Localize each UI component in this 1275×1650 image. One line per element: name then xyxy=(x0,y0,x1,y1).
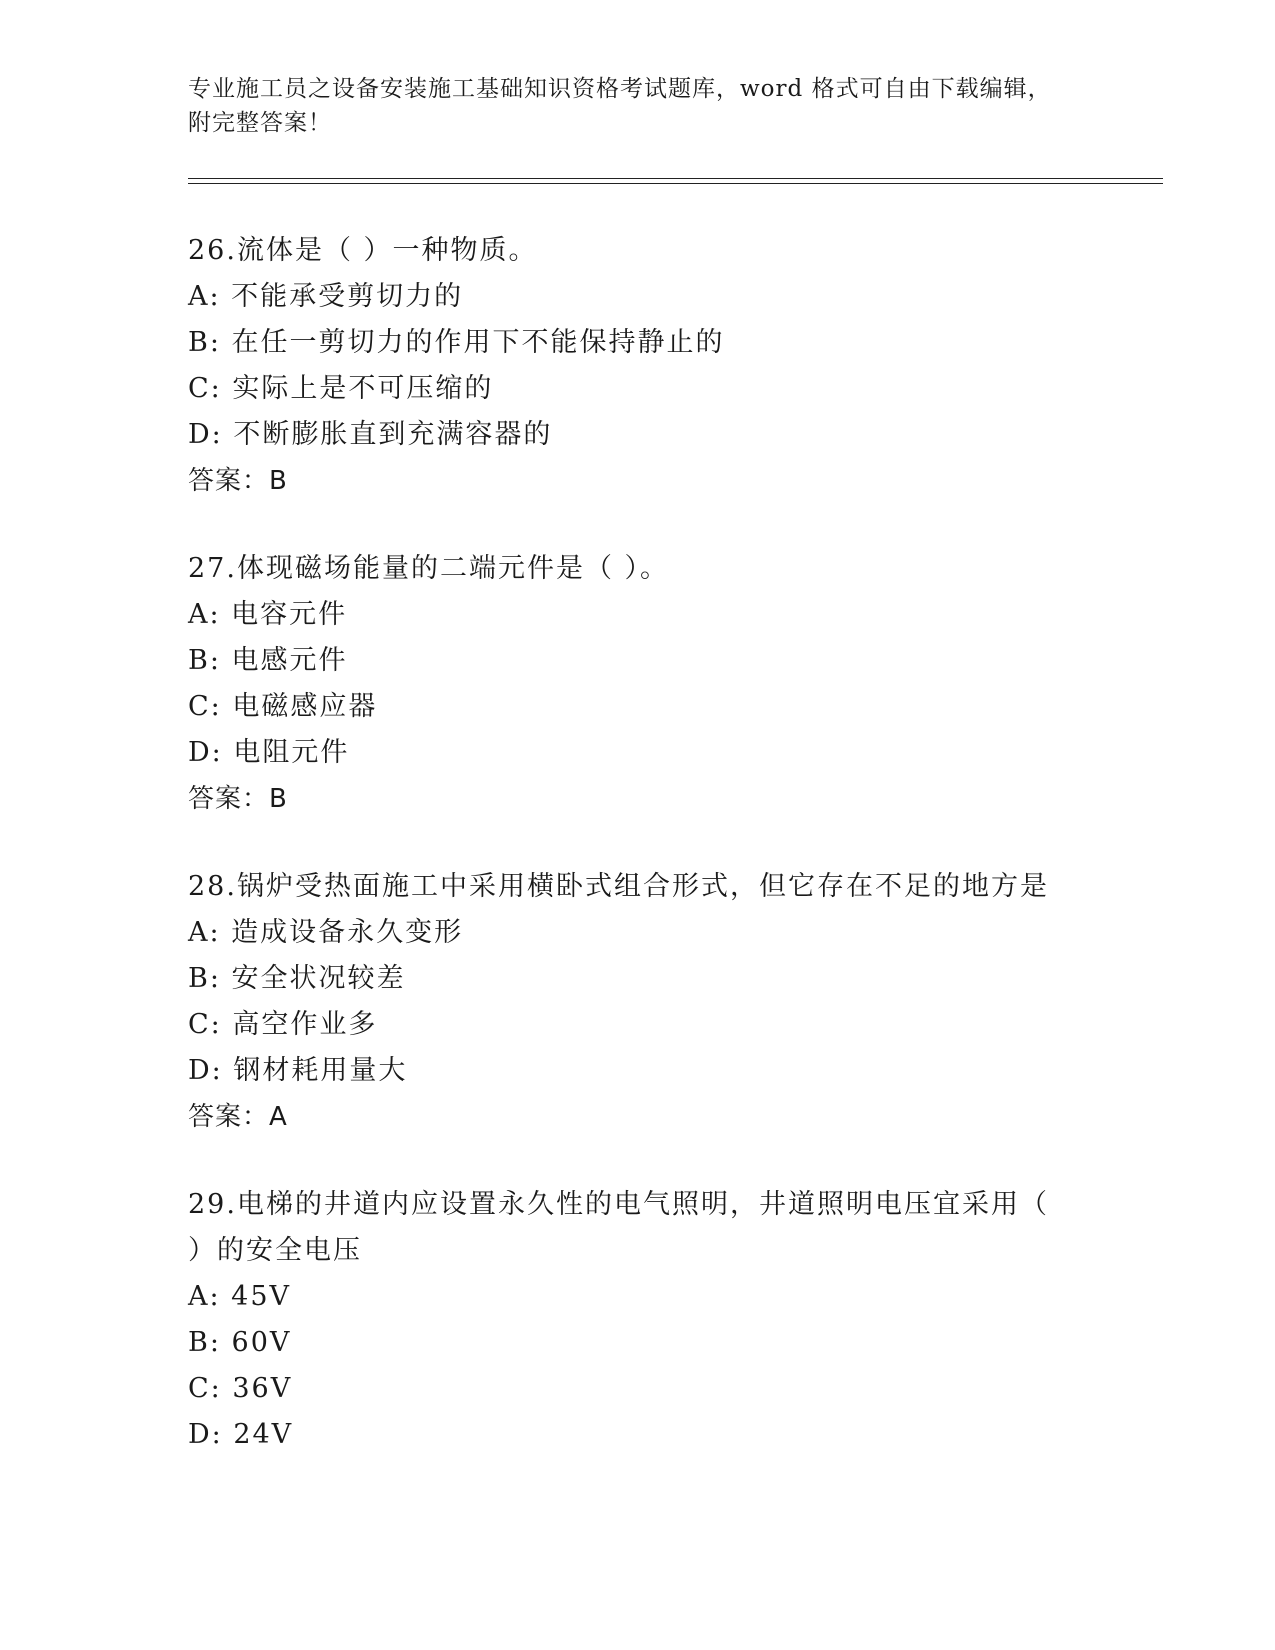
option-d: D: 不断膨胀直到充满容器的 xyxy=(188,419,553,450)
question-28 xyxy=(188,864,1108,1140)
question-stem-line-2: ）的安全电压 xyxy=(188,1235,362,1266)
option-a: A: 造成设备永久变形 xyxy=(188,917,464,948)
option-c: C: 高空作业多 xyxy=(188,1009,378,1040)
option-d: D: 钢材耗用量大 xyxy=(188,1055,408,1086)
option-a: A: 电容元件 xyxy=(188,599,348,630)
question-27 xyxy=(188,546,1108,822)
header-line-2: 附完整答案！ xyxy=(188,110,332,136)
question-stem: 26.流体是（ ）一种物质。 xyxy=(188,235,538,266)
question-stem: 27.体现磁场能量的二端元件是（ ）。 xyxy=(188,553,670,584)
option-c: C: 电磁感应器 xyxy=(188,691,378,722)
option-b: B: 在任一剪切力的作用下不能保持静止的 xyxy=(188,327,725,358)
option-b: B: 60V xyxy=(188,1327,292,1358)
question-stem-line-1: 29.电梯的井道内应设置永久性的电气照明，井道照明电压宜采用（ xyxy=(188,1189,1049,1220)
option-d: D: 24V xyxy=(188,1419,294,1450)
answer-line: 答案：B xyxy=(188,784,288,814)
document-header xyxy=(188,72,1088,140)
option-c: C: 实际上是不可压缩的 xyxy=(188,373,494,404)
option-d: D: 电阻元件 xyxy=(188,737,350,768)
answer-line: 答案：A xyxy=(188,1102,288,1132)
header-line-1: 专业施工员之设备安装施工基础知识资格考试题库，word 格式可自由下载编辑， xyxy=(188,76,1052,102)
question-29 xyxy=(188,1182,1108,1458)
option-c: C: 36V xyxy=(188,1373,293,1404)
question-stem: 28.锅炉受热面施工中采用横卧式组合形式，但它存在不足的地方是 xyxy=(188,871,1049,902)
answer-line: 答案：B xyxy=(188,466,288,496)
option-a: A: 45V xyxy=(188,1281,292,1312)
option-b: B: 安全状况较差 xyxy=(188,963,406,994)
question-26 xyxy=(188,228,1108,504)
header-divider-top xyxy=(188,178,1163,179)
header-divider-bottom xyxy=(188,183,1163,184)
option-a: A: 不能承受剪切力的 xyxy=(188,281,464,312)
option-b: B: 电感元件 xyxy=(188,645,348,676)
